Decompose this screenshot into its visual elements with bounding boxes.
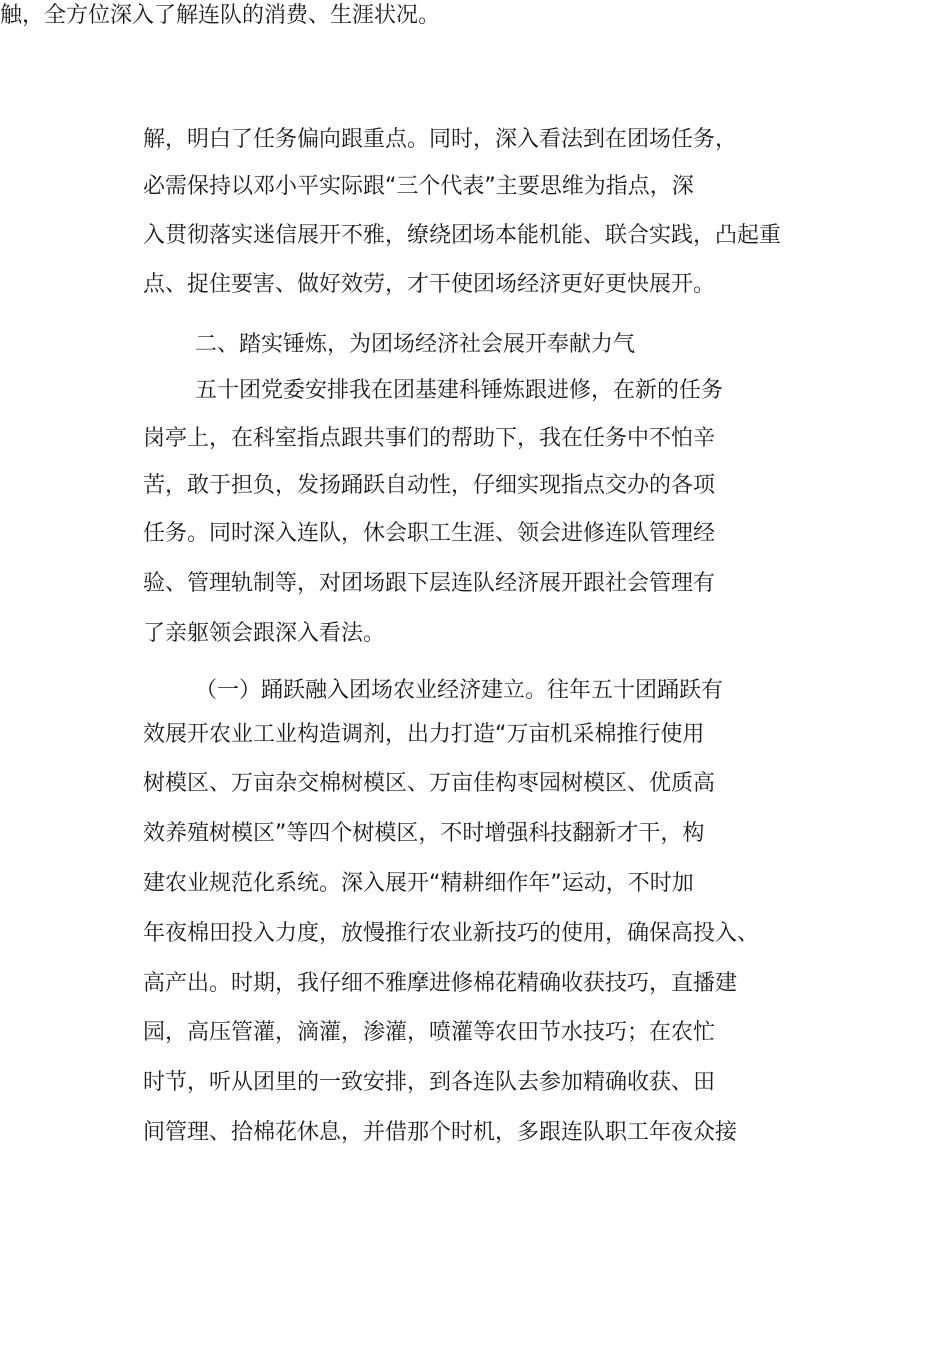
paragraph-3-line-5: 建农业规范化系统。深入展开“精耕细作年”运动，不时加 (143, 871, 694, 896)
section-heading: 二、踏实锤炼，为团场经济社会展开奉献力气 (195, 332, 636, 357)
paragraph-1-line-1: 解，明白了任务偏向跟重点。同时，深入看法到在团场任务， (143, 127, 738, 152)
paragraph-3-line-10: 间管理、拾棉花休息，并借那个时机，多跟连队职工年夜众接 (143, 1120, 738, 1145)
paragraph-2-line-5: 验、管理轨制等，对团场跟下层连队经济展开跟社会管理有 (143, 571, 716, 596)
top-fragment-line: 触，全方位深入了解连队的消费、生涯状况。 (0, 3, 441, 28)
paragraph-3-line-8: 园，高压管灌，滴灌，渗灌，喷灌等农田节水技巧；在农忙 (143, 1020, 716, 1045)
paragraph-2-line-4: 任务。同时深入连队，休会职工生涯、领会进修连队管理经 (143, 521, 716, 546)
paragraph-3-line-3: 树模区、万亩杂交棉树模区、万亩佳构枣园树模区、优质高 (143, 771, 716, 796)
paragraph-2-line-2: 岗亭上，在科室指点跟共事们的帮助下，我在任务中不怕辛 (143, 426, 716, 451)
paragraph-1-line-3: 入贯彻落实迷信展开不雅，缭绕团场本能机能、联合实践，凸起重 (143, 223, 782, 248)
paragraph-3-line-7: 高产出。时期，我仔细不雅摩进修棉花精确收获技巧，直播建 (143, 971, 738, 996)
paragraph-3-line-9: 时节，听从团里的一致安排，到各连队去参加精确收获、田 (143, 1070, 716, 1095)
paragraph-2-line-1: 五十团党委安排我在团基建科锤炼跟进修，在新的任务 (195, 378, 724, 403)
paragraph-2-line-6: 了亲躯领会跟深入看法。 (143, 621, 386, 646)
paragraph-3-line-1: （一）踊跃融入团场农业经济建立。往年五十团踊跃有 (195, 678, 724, 703)
paragraph-3-line-2: 效展开农业工业构造调剂，出力打造“万亩机采棉推行使用 (143, 722, 705, 747)
paragraph-3-line-6: 年夜棉田投入力度，放慢推行农业新技巧的使用，确保高投入、 (143, 921, 760, 946)
paragraph-3-line-4: 效养殖树模区”等四个树模区，不时增强科技翻新才干，构 (143, 821, 705, 846)
paragraph-1-line-2: 必需保持以邓小平实际跟“三个代表”主要思维为指点，深 (143, 174, 694, 199)
paragraph-2-line-3: 苦，敢于担负，发扬踊跃自动性，仔细实现指点交办的各项 (143, 473, 716, 498)
paragraph-1-line-4: 点、捉住要害、做好效劳，才干使团场经济更好更快展开。 (143, 272, 716, 297)
